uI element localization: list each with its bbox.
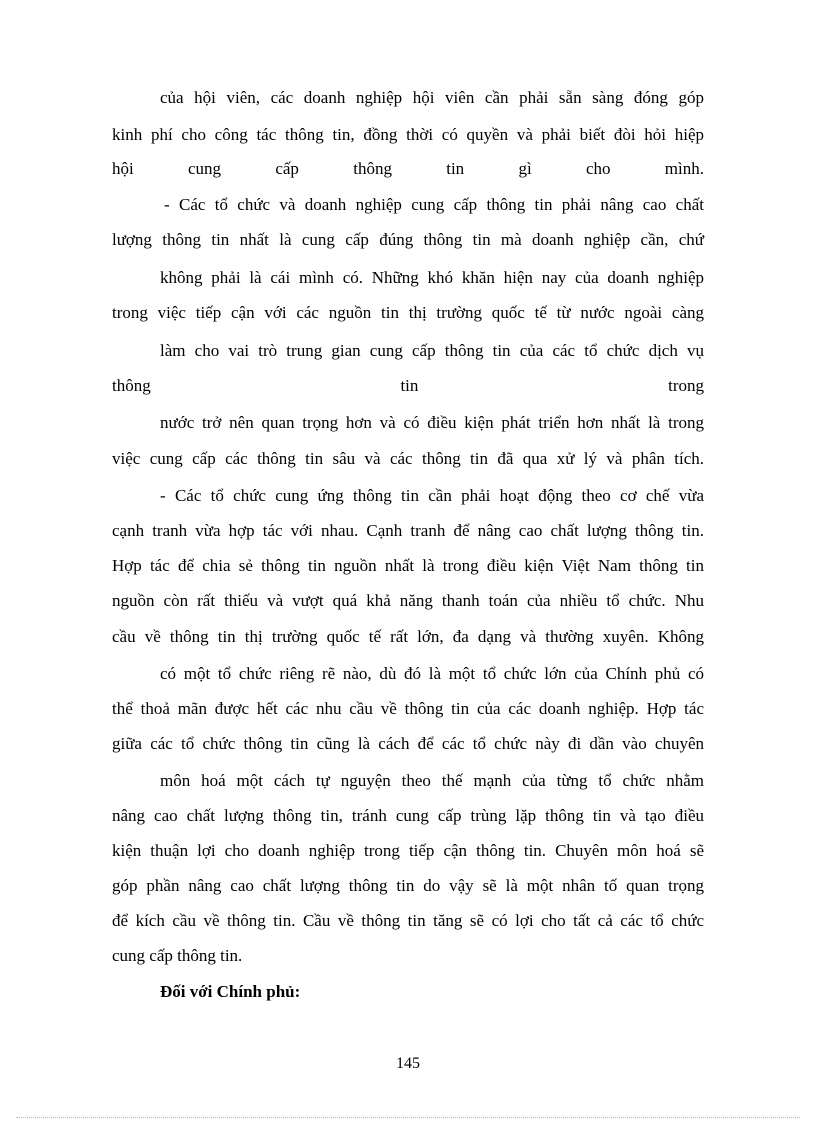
body-text-line: làm cho vai trò trung gian cung cấp thông tin của các tổ chức dịch vụ [160, 341, 704, 360]
body-text-line: kiện thuận lợi cho doanh nghiệp trong tiếp cận thông tin. Chuyên môn hoá sẽ [112, 841, 704, 860]
body-text-line: trong việc tiếp cận với các nguồn tin thị trường quốc tế từ nước ngoài càng [112, 303, 704, 322]
body-text-line: không phải là cái mình có. Những khó khăn hiện nay của doanh nghiệp [160, 268, 704, 287]
body-text-line: thể thoả mãn được hết các nhu cầu về thông tin của các doanh nghiệp. Hợp tác [112, 699, 704, 718]
body-text-line: cung cấp thông tin. [112, 946, 243, 965]
body-text-line: giữa các tổ chức thông tin cũng là cách để các tổ chức này đi dần vào chuyên [112, 734, 704, 753]
page-bottom-divider [16, 1117, 800, 1118]
body-text-line: cầu về thông tin thị trường quốc tế rất lớn, đa dạng và thường xuyên. Không [112, 627, 704, 646]
body-text-line: góp phần nâng cao chất lượng thông tin do vậy sẽ là một nhân tố quan trọng [112, 876, 704, 895]
body-text-line: Hợp tác để chia sẻ thông tin nguồn nhất là trong điều kiện Việt Nam thông tin [112, 556, 704, 575]
body-text-line: của hội viên, các doanh nghiệp hội viên cần phải sẵn sàng đóng góp [160, 88, 704, 107]
body-text-line: hội cung cấp thông tin gì cho mình. [112, 159, 704, 178]
body-text-line: nguồn còn rất thiếu và vượt quá khả năng thanh toán của nhiều tổ chức. Nhu [112, 591, 704, 610]
body-text-line: để kích cầu về thông tin. Cầu về thông tin tăng sẽ có lợi cho tất cả các tổ chức [112, 911, 704, 930]
body-text-line: nâng cao chất lượng thông tin, tránh cung cấp trùng lặp thông tin và tạo điều [112, 806, 704, 825]
body-text-line: cạnh tranh vừa hợp tác với nhau. Cạnh tranh để nâng cao chất lượng thông tin. [112, 521, 704, 540]
bullet-paragraph-line: - Các tổ chức và doanh nghiệp cung cấp thông tin phải nâng cao chất [164, 195, 704, 214]
body-text-line: thông tin trong [112, 376, 704, 395]
page-number: 145 [396, 1055, 420, 1072]
body-text-line: môn hoá một cách tự nguyện theo thế mạnh của từng tổ chức nhằm [160, 771, 704, 790]
body-text-line: việc cung cấp các thông tin sâu và các thông tin đã qua xử lý và phân tích. [112, 449, 704, 468]
bullet-paragraph-line: - Các tổ chức cung ứng thông tin cần phải hoạt động theo cơ chế vừa [160, 486, 704, 505]
section-heading: Đối với Chính phủ: [160, 982, 301, 1001]
body-text-line: nước trở nên quan trọng hơn và có điều kiện phát triển hơn nhất là trong [160, 413, 704, 432]
body-text-line: kinh phí cho công tác thông tin, đồng thời có quyền và phải biết đòi hỏi hiệp [112, 125, 704, 144]
body-text-line: có một tổ chức riêng rẽ nào, dù đó là một tổ chức lớn của Chính phủ có [160, 664, 704, 683]
body-text-line: lượng thông tin nhất là cung cấp đúng thông tin mà doanh nghiệp cần, chứ [112, 230, 704, 249]
